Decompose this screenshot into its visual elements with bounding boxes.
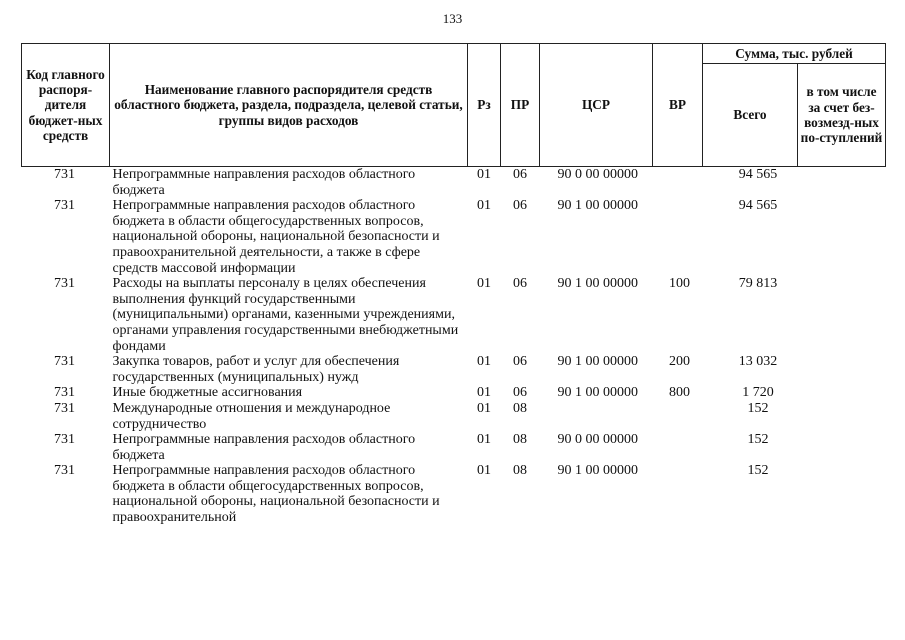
row-csr: 90 0 00 00000 — [557, 432, 638, 448]
row-total: 152 — [747, 400, 769, 416]
row-gratuitous — [798, 385, 886, 401]
row-pr: 06 — [513, 276, 527, 292]
row-vr: 800 — [669, 385, 690, 401]
row-rz: 01 — [477, 463, 491, 479]
header-csr: ЦСР — [540, 44, 653, 167]
row-code: 731 — [54, 385, 75, 401]
row-pr: 06 — [513, 198, 527, 214]
table-row — [22, 401, 886, 432]
header-total: Всего — [703, 64, 798, 167]
row-csr: 90 1 00 00000 — [557, 385, 638, 401]
row-gratuitous — [798, 463, 886, 525]
table-row — [22, 354, 886, 385]
row-code: 731 — [54, 463, 75, 479]
row-total: 1 720 — [742, 385, 774, 401]
row-rz: 01 — [477, 354, 491, 370]
row-rz: 01 — [477, 432, 491, 448]
row-pr: 08 — [513, 400, 527, 416]
row-name: Закупка товаров, работ и услуг для обеспечения государственных (муниципальных) нужд — [112, 354, 400, 385]
row-total: 79 813 — [738, 276, 778, 292]
row-gratuitous — [798, 354, 886, 385]
row-total: 152 — [747, 432, 769, 448]
row-code: 731 — [54, 167, 75, 182]
row-rz: 01 — [477, 276, 491, 292]
budget-table — [21, 43, 886, 526]
row-pr: 06 — [513, 354, 527, 370]
header-sum-group: Сумма, тыс. рублей — [703, 44, 886, 64]
row-rz: 01 — [477, 198, 491, 214]
row-pr: 06 — [513, 385, 527, 401]
row-code: 731 — [54, 432, 75, 448]
row-pr: 06 — [513, 167, 527, 182]
row-code: 731 — [54, 354, 75, 370]
header-name: Наименование главного распорядителя средств областного бюджета, раздела, подраздела, целевой статьи, группы видов расходов — [110, 44, 468, 167]
row-gratuitous — [798, 198, 886, 276]
header-code: Код главного распоря-дителя бюджет-ных средств — [22, 44, 110, 167]
table-row — [22, 276, 886, 354]
row-vr: 100 — [669, 276, 690, 292]
row-vr — [653, 198, 703, 276]
row-code: 731 — [54, 198, 75, 214]
row-vr — [653, 432, 703, 463]
table-header — [22, 44, 886, 167]
table-row — [22, 385, 886, 401]
row-csr: 90 1 00 00000 — [557, 198, 638, 214]
row-csr: 90 0 00 00000 — [557, 167, 638, 182]
row-code: 731 — [54, 276, 75, 292]
row-name: Непрограммные направления расходов областного бюджета — [112, 167, 416, 198]
table-row — [22, 198, 886, 276]
row-name: Непрограммные направления расходов областного бюджета — [112, 432, 416, 463]
table-row — [22, 463, 886, 525]
row-total: 94 565 — [738, 167, 778, 182]
header-pr: ПР — [501, 44, 540, 167]
row-total: 94 565 — [738, 198, 778, 214]
row-total: 152 — [747, 463, 769, 479]
row-name: Иные бюджетные ассигнования — [112, 385, 303, 401]
row-rz: 01 — [477, 167, 491, 182]
row-vr — [653, 463, 703, 525]
table-body — [22, 167, 886, 526]
row-gratuitous — [798, 401, 886, 432]
row-csr: 90 1 00 00000 — [557, 354, 638, 370]
table-row — [22, 167, 886, 199]
table-row — [22, 432, 886, 463]
row-rz: 01 — [477, 385, 491, 401]
row-vr — [653, 167, 703, 199]
row-code: 731 — [54, 400, 75, 416]
header-gratuitous: в том числе за счет без-возмезд-ных по-ступлений — [798, 64, 886, 167]
row-name: Непрограммные направления расходов областного бюджета в области общегосударственных вопросов, национальной обороны, национальной безопасности и правоохранительной — [112, 463, 440, 526]
row-name: Международные отношения и международное сотрудничество — [112, 400, 391, 432]
row-name: Непрограммные направления расходов областного бюджета в области общегосударственных вопросов, национальной обороны, национальной безопасности и правоохранительной деятельности, а также в сфере средств массовой информации — [112, 198, 440, 276]
header-rz: Рз — [468, 44, 501, 167]
row-vr: 200 — [669, 354, 690, 370]
header-vr: ВР — [653, 44, 703, 167]
row-rz: 01 — [477, 400, 491, 416]
page-number: 133 — [442, 11, 463, 26]
row-total: 13 032 — [738, 354, 778, 370]
row-gratuitous — [798, 432, 886, 463]
row-csr — [540, 401, 653, 432]
row-vr — [653, 401, 703, 432]
row-gratuitous — [798, 276, 886, 354]
row-csr: 90 1 00 00000 — [557, 463, 638, 479]
row-gratuitous — [798, 167, 886, 199]
row-name: Расходы на выплаты персоналу в целях обеспечения выполнения функций государственными (муниципальными) органами, казенными учреждениями, органами управления государственными внебюджетными фондами — [112, 276, 459, 354]
row-csr: 90 1 00 00000 — [557, 276, 638, 292]
row-pr: 08 — [513, 463, 527, 479]
row-pr: 08 — [513, 432, 527, 448]
